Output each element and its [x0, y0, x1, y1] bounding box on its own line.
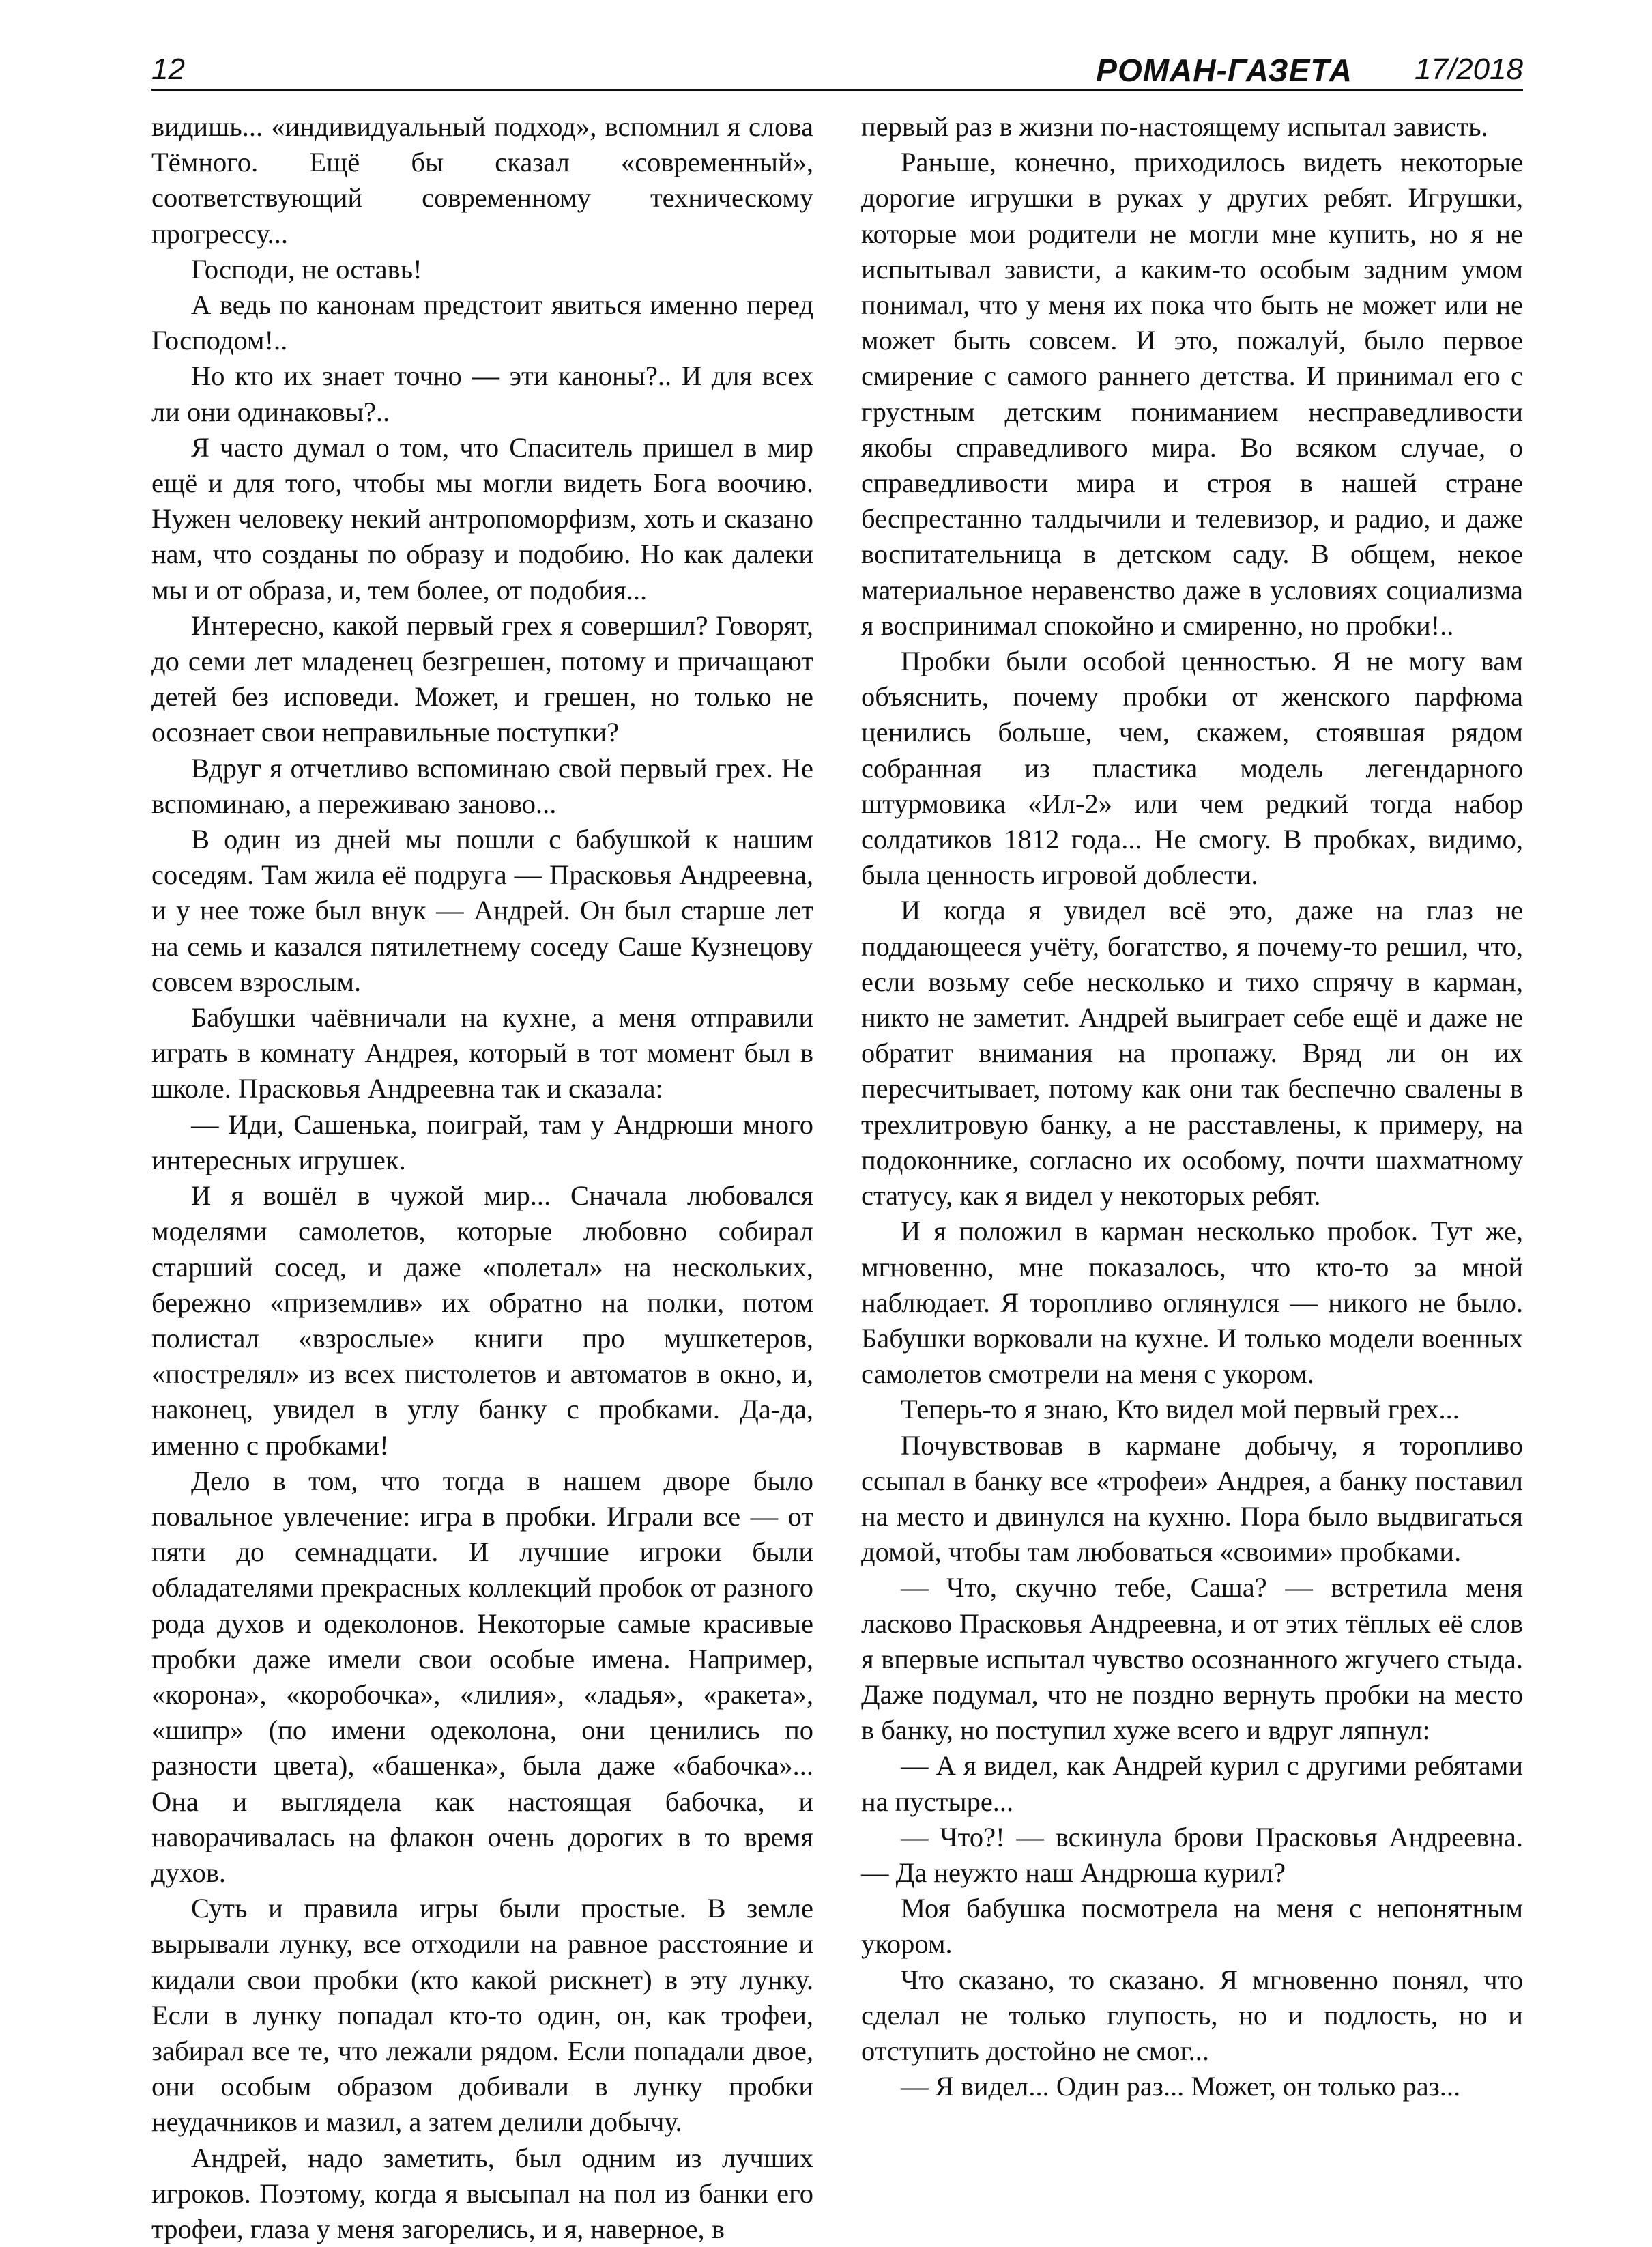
paragraph: И я вошёл в чужой мир... Сначала любовался моделями самолетов, которые любовно собирал старший сосед, и даже «полетал» на нескольких, бережно «приземлив» их обратно на полки, потом полистал «взрослые» книги про мушкетеров, «пострелял» из всех пистолетов и автоматов в окно, и, наконец, увидел в углу банку с пробками. Да-да, именно с пробками!: [151, 1180, 813, 1461]
paragraph: Моя бабушка посмотрела на меня с непонятным укором.: [861, 1893, 1523, 1960]
paragraph: Что сказано, то сказано. Я мгновенно понял, что сделал не только глупость, но и подлость, но и отступить достойно не смог...: [861, 1964, 1523, 2066]
paragraph: видишь... «индивидуальный подход», вспомнил я слова Тёмного. Ещё бы сказал «современный», соответствующий современному техническому прогрессу...: [151, 111, 813, 249]
page-header: [151, 48, 1523, 91]
paragraph: Вдруг я отчетливо вспоминаю свой первый грех. Не вспоминаю, а переживаю заново...: [151, 752, 813, 819]
paragraph: И я положил в карман несколько пробок. Тут же, мгновенно, мне показалось, что кто-то за мной наблюдает. Я торопливо оглянулся — никого не было. Бабушки ворковали на кухне. И только модели военных самолетов смотрели на меня с укором.: [861, 1216, 1523, 1390]
paragraph: Но кто их знает точно — эти каноны?.. И для всех ли они одинаковы?..: [151, 360, 813, 427]
text-column-left: [151, 109, 813, 2244]
page-number: 12: [151, 53, 185, 86]
paragraph: Теперь-то я знаю, Кто видел мой первый грех...: [901, 1394, 1460, 1425]
paragraph: А ведь по канонам предстоит явиться именно перед Господом!..: [151, 289, 813, 356]
paragraph: Андрей, надо заметить, был одним из лучших игроков. Поэтому, когда я высыпал на пол из банки его трофеи, глаза у меня загорелись, и я, наверное, в: [151, 2142, 813, 2244]
paragraph: В один из дней мы пошли с бабушкой к нашим соседям. Там жила её подруга — Прасковья Андреевна, и у нее тоже был внук — Андрей. Он был старше лет на семь и казался пятилетнему соседу Саше Кузнецову совсем взрослым.: [151, 824, 813, 997]
paragraph: Бабушки чаёвничали на кухне, а меня отправили играть в комнату Андрея, который в тот момент был в школе. Прасковья Андреевна так и сказала:: [151, 1002, 813, 1104]
text-column-right: [861, 109, 1523, 2102]
paragraph: — А я видел, как Андрей курил с другими ребятами на пустыре...: [861, 1750, 1523, 1817]
paragraph: Господи, не оставь!: [191, 253, 422, 285]
paragraph: — Иди, Сашенька, поиграй, там у Андрюши много интересных игрушек.: [151, 1108, 813, 1175]
paragraph: — Я видел... Один раз... Может, он только раз...: [901, 2071, 1461, 2102]
paragraph: Суть и правила игры были простые. В земле вырывали лунку, все отходили на равное расстояние и кидали свои пробки (кто какой рискнет) в эту лунку. Если в лунку попадал кто-то один, он, как трофеи, забирал все те, что лежали рядом. Если попадали двое, они особым образом добивали в лунку пробки неудачников и мазил, а затем делили добычу.: [151, 1893, 813, 2138]
paragraph: Интересно, какой первый грех я совершил? Говорят, до семи лет младенец безгрешен, потому и причащают детей без исповеди. Может, и грешен, но только не осознает свои неправильные поступки?: [151, 610, 813, 748]
paragraph: Пробки были особой ценностью. Я не могу вам объяснить, почему пробки от женского парфюма ценились больше, чем, скажем, стоявшая рядом собранная из пластика модель легендарного штурмовика «Ил-2» или чем редкий тогда набор солдатиков 1812 года... Не смогу. В пробках, видимо, была ценность игровой доблести.: [861, 646, 1523, 891]
paragraph: первый раз в жизни по-настоящему испытал зависть.: [861, 111, 1488, 142]
paragraph: Почувствовав в кармане добычу, я торопливо ссыпал в банку все «трофеи» Андрея, а банку поставил на место и двинулся на кухню. Пора было выдвигаться домой, чтобы там любоваться «своими» пробками.: [861, 1429, 1523, 1568]
paragraph: И когда я увидел всё это, даже на глаз не поддающееся учёту, богатство, я почему-то решил, что, если возьму себе несколько и тихо спрячу в карман, никто не заметит. Андрей выиграет себе ещё и даже не обратит внимания на пропажу. Вряд ли он их пересчитывает, потому как они так беспечно свалены в трехлитровую банку, а не расставлены, к примеру, на подоконнике, согласно их особому, почти шахматному статусу, как я видел у некоторых ребят.: [861, 895, 1523, 1212]
paragraph: — Что, скучно тебе, Саша? — встретила меня ласково Прасковья Андреевна, и от этих тёплых её слов я впервые испытал чувство осознанного жгучего стыда. Даже подумал, что не поздно вернуть пробки на место в банку, но поступил хуже всего и вдруг ляпнул:: [861, 1572, 1523, 1746]
paragraph: Дело в том, что тогда в нашем дворе было повальное увлечение: игра в пробки. Играли все — от пяти до семнадцати. И лучшие игроки были обладателями прекрасных коллекций пробок от разного рода духов и одеколонов. Некоторые самые красивые пробки даже имели свои особые имена. Например, «корона», «коробочка», «лилия», «ладья», «ракета», «шипр» (по имени одеколона, они ценились по разности цвета), «башенка», была даже «бабочка»... Она и выглядела как настоящая бабочка, и наворачивалась на флакон очень дорогих в то время духов.: [151, 1465, 813, 1888]
magazine-title: РОМАН-ГАЗЕТА: [1096, 53, 1352, 88]
paragraph: Раньше, конечно, приходилось видеть некоторые дорогие игрушки в руках у других ребят. Игрушки, которые мои родители не могли мне купить, но я не испытывал зависти, а каким-то особым задним умом понимал, что у меня их пока что быть не может или не может быть совсем. И это, пожалуй, было первое смирение с самого раннего детства. И принимал его с грустным детским пониманием несправедливости якобы справедливого мира. Во всяком случае, о справедливости мира и строя в нашей стране беспрестанно талдычили и телевизор, и радио, и даже воспитательница в детском саду. В общем, некое материальное неравенство даже в условиях социализма я воспринимал спокойно и смиренно, но пробки!..: [861, 147, 1523, 641]
issue-number: 17/2018: [1414, 53, 1523, 86]
paragraph: — Что?! — вскинула брови Прасковья Андреевна. — Да неужто наш Андрюша курил?: [861, 1821, 1523, 1888]
paragraph: Я часто думал о том, что Спаситель пришел в мир ещё и для того, чтобы мы могли видеть Бога воочию. Нужен человеку некий антропоморфизм, хоть и сказано нам, что созданы по образу и подобию. Но как далеки мы и от образа, и, тем более, от подобия...: [151, 431, 813, 605]
